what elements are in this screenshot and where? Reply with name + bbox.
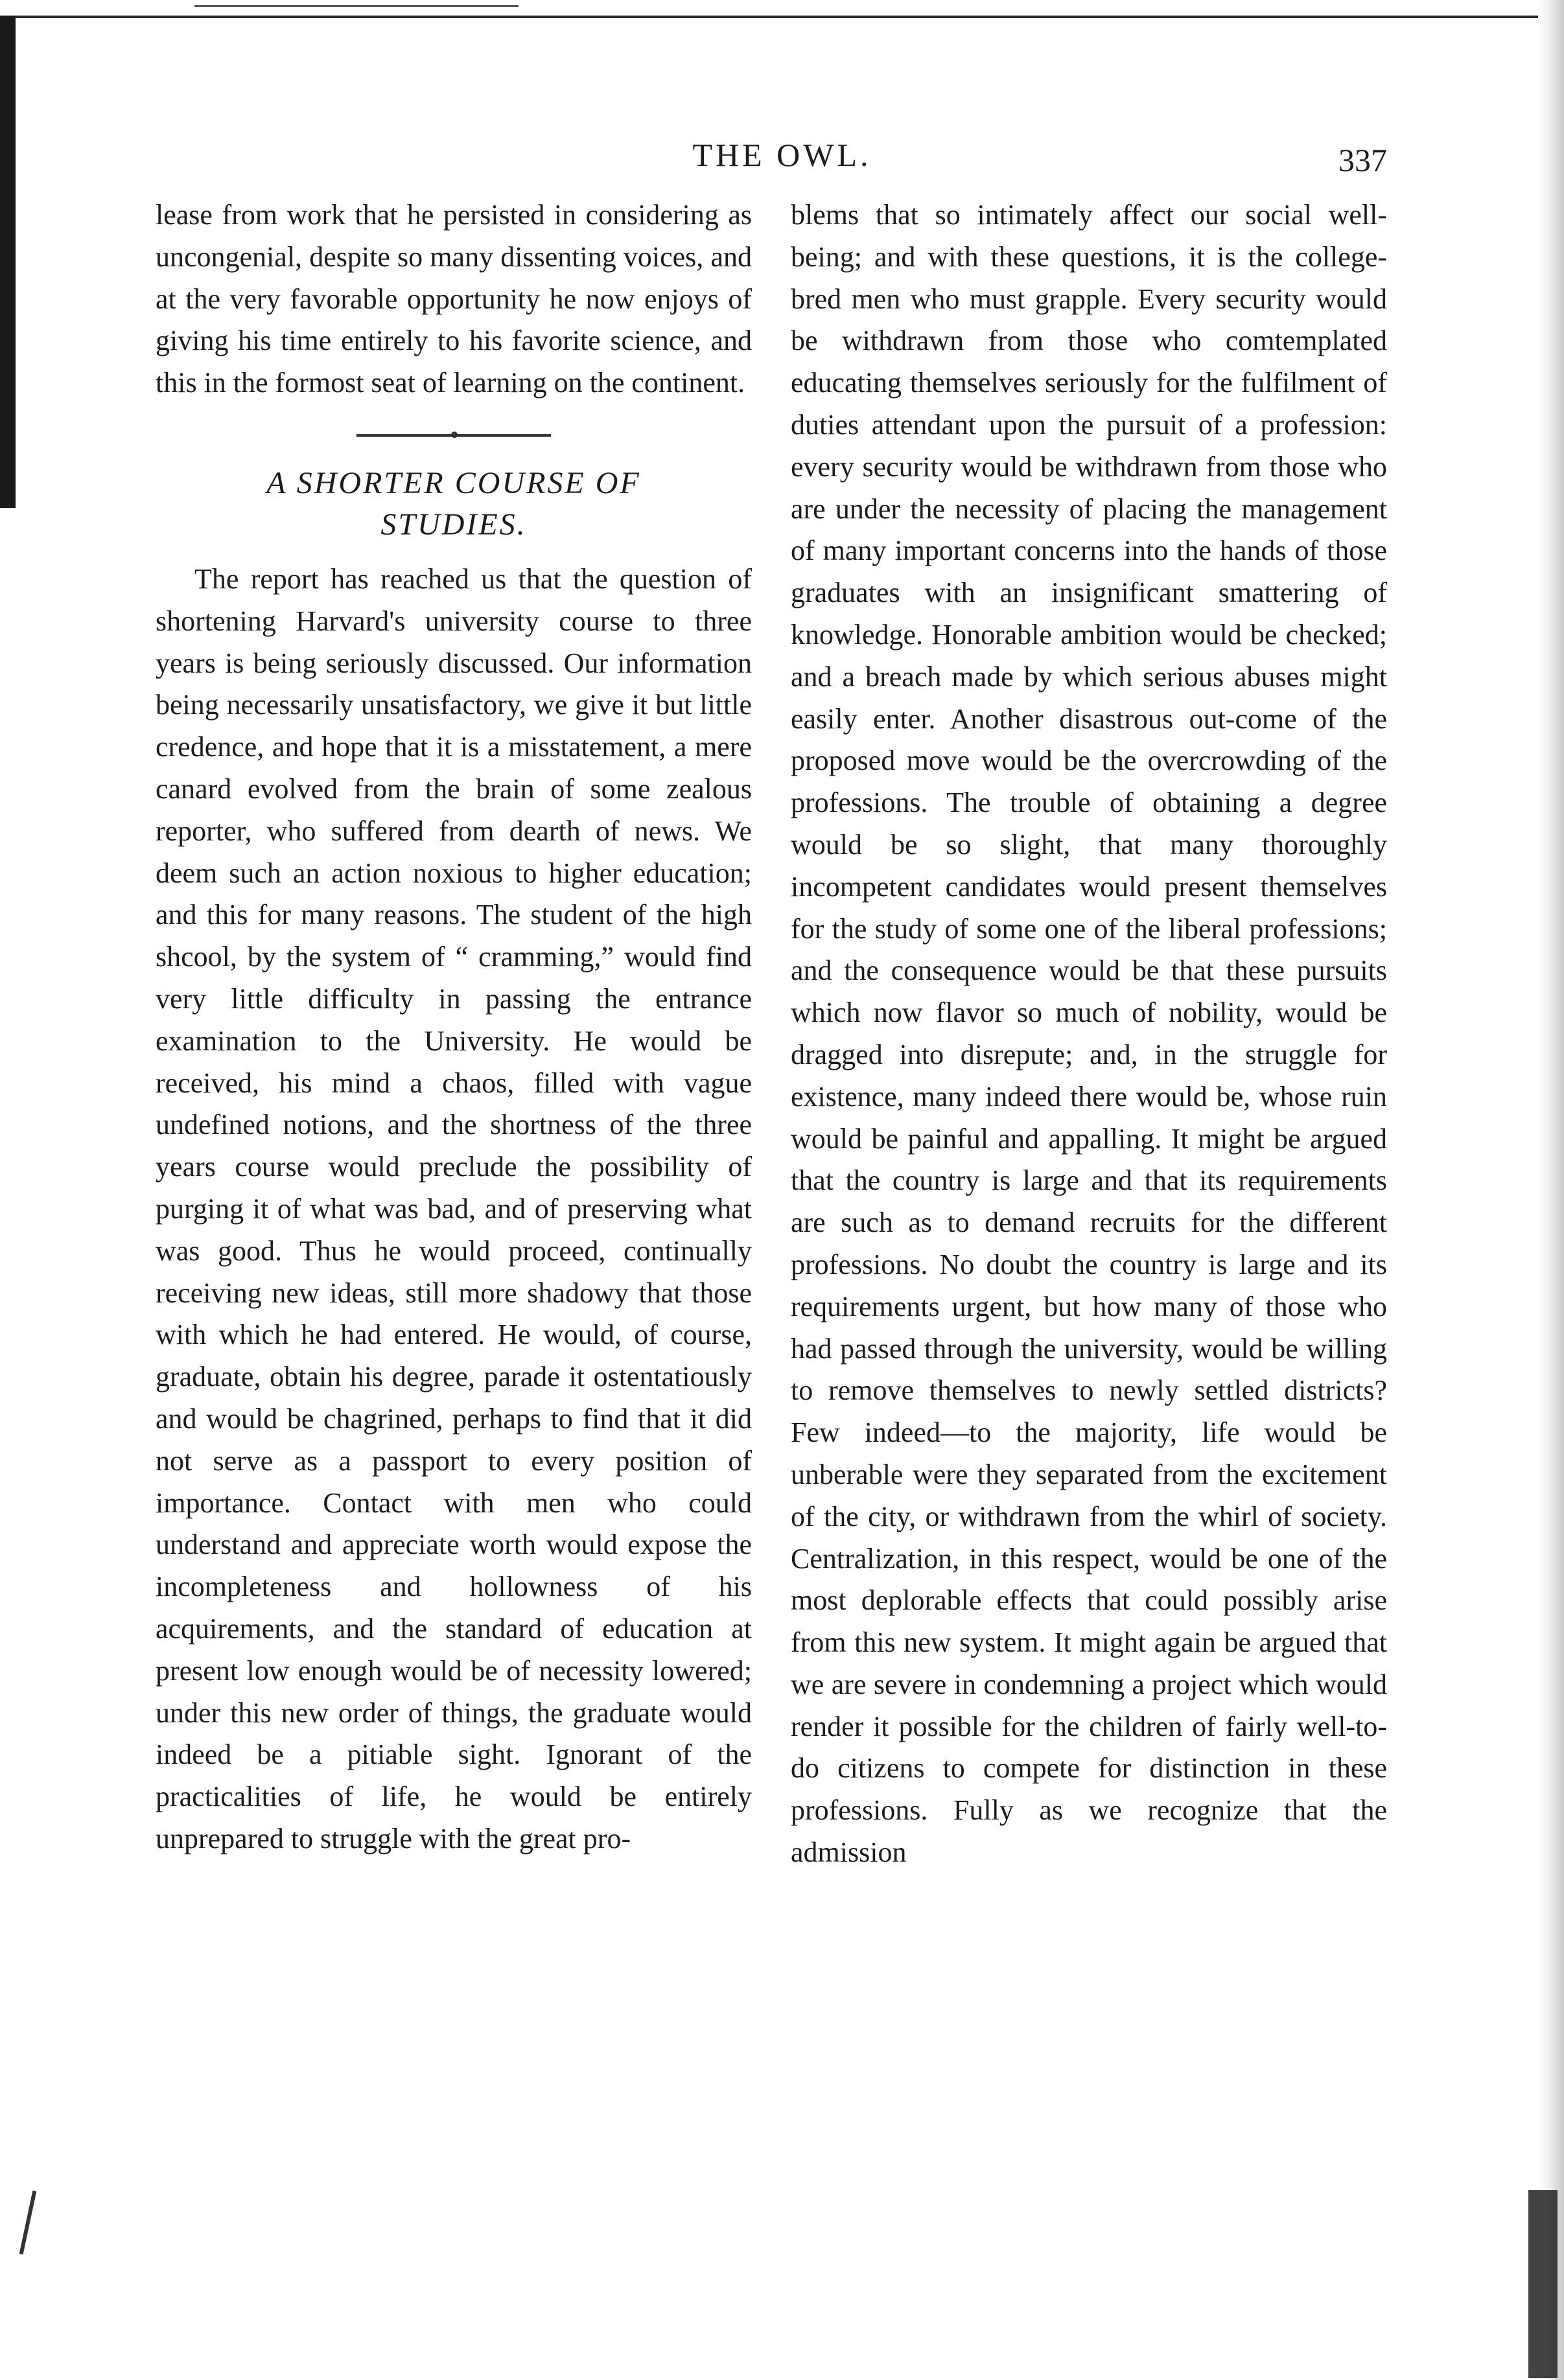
scan-artifact-top-rule — [0, 16, 1564, 18]
scan-artifact-margin-stroke — [19, 2190, 37, 2254]
article-title — [156, 463, 752, 546]
scan-artifact-left-bar — [0, 16, 16, 508]
article-body-continued: blems that so intimately affect our social well-being; and with these questions, it is the college-bred men who must grapple. Every security would be withdrawn from those who comtemplated educating themselves seriously for the fulfilment of duties attendant upon the pursuit of a profession: every security would be withdrawn from those who are under the necessity of placing the management of many important concerns into the hands of those graduates with an insignificant smattering of knowledge. Honorable ambition would be checked; and a breach made by which serious abuses might easily enter. Another disastrous out-come of the proposed move would be the overcrowding of the professions. The trouble of obtaining a degree would be so slight, that many thoroughly incompetent candidates would present themselves for the study of some one of the liberal professions; and the consequence would be that these pursuits which now flavor so much of nobility, would be dragged into disrepute; and, in the struggle for existence, many indeed there would be, whose ruin would be painful and appalling. It might be argued that the country is large and that its requirements are such as to demand recruits for the different professions. No doubt the country is large and its requirements urgent, but how many of those who had passed through the university, would be willing to remove themselves to newly settled districts? Few indeed—to the majority, life would be unberable were they separated from the excitement of the city, or withdrawn from the whirl of society. Centralization, in this respect, would be one of the most deplorable effects that could possibly arise from this new system. It might again be argued that we are severe in condemning a project which would render it possible for the children of fairly well-to-do citizens to compete for distinction in these professions. Fully as we recognize that the admission — [791, 199, 1387, 1869]
article-title-line-1: A SHORTER COURSE OF — [266, 465, 641, 500]
running-head: THE OWL. — [692, 137, 872, 173]
scan-artifact-top-thin-rule — [194, 5, 519, 7]
right-column — [791, 194, 1387, 1874]
left-column — [156, 194, 752, 1860]
article-body-paragraph: The report has reached us that the question of shortening Harvard's university course to three years is being seriously discussed. Our information being necessarily unsatisfactory, we give it but little credence, and hope that it is a misstatement, a mere canard evolved from the brain of some zealous reporter, who suffered from dearth of news. We deem such an action noxious to higher education; and this for many reasons. The student of the high shcool, by the system of “ cramming,” would find very little difficulty in passing the entrance examination to the University. He would be received, his mind a chaos, filled with vague undefined notions, and the shortness of the three years course would preclude the possibility of purging it of what was bad, and of preserving what was good. Thus he would proceed, continually receiving new ideas, still more shadowy that those with which he had entered. He would, of course, graduate, obtain his degree, parade it ostentatiously and would be chagrined, perhaps to find that it did not serve as a passport to every position of importance. Contact with men who could understand and appreciate worth would expose the incompleteness and hollowness of his acquirements, and the standard of education at present low enough would be of necessity lowered; under this new order of things, the graduate would indeed be a pitiable sight. Ignorant of the practicalities of life, he would be entirely unprepared to struggle with the great pro- — [156, 562, 752, 1854]
page-number: 337 — [1338, 142, 1387, 178]
scan-artifact-right-edge — [1538, 0, 1564, 2380]
article-title-line-2: STUDIES. — [380, 507, 527, 542]
scan-artifact-right-blot — [1528, 2190, 1558, 2378]
continued-paragraph: lease from work that he persisted in considering as uncongenial, despite so many dissenting voices, and at the very favorable opportunity he now enjoys of giving his time entirely to his favorite science, and this in the formost seat of learning on the continent. — [156, 199, 752, 399]
section-divider — [356, 434, 551, 437]
